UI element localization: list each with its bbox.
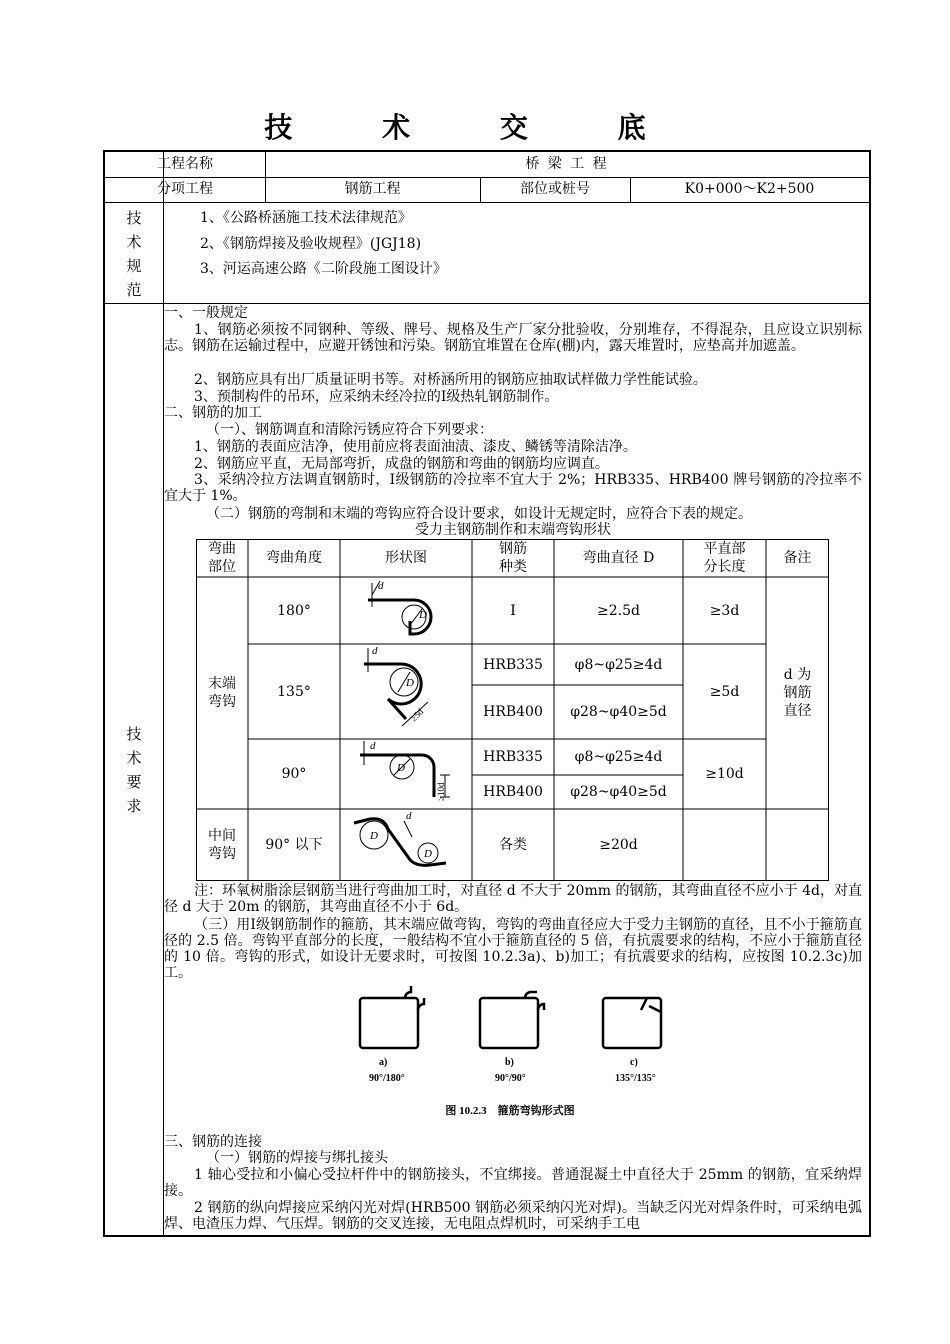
angle-135: 135° <box>277 683 311 700</box>
svg-text:D: D <box>406 677 414 689</box>
tech-spec-item: 2、《钢筋焊接及验收规程》(JGJ18) <box>200 236 422 252</box>
len-180: ≥3d <box>709 602 740 619</box>
svg-text:D: D <box>419 609 427 621</box>
table-note-paragraph: 注：环氧树脂涂层钢筋当进行弯曲加工时，对直径 d 不大于 20mm 的钢筋，其弯曲直径不应小于 4d，对直径 d 大于 20m 的钢筋，其弯曲直径不小于 6d。 <box>164 883 862 915</box>
type-135-a: HRB335 <box>483 656 543 673</box>
angle-180: 180° <box>277 602 311 619</box>
section-1-para-1: 1、钢筋必须按不同钢种、等级、牌号、规格及生产厂家分批验收，分别堆存，不得混杂，且应设立识别标志。钢筋在运输过程中，应避开锈蚀和污染。钢筋宜堆置在仓库(棚)内，露天堆置时，应垫高并加遮盖。 <box>164 322 862 354</box>
section-2-para-1: 1、钢筋的表面应洁净，使用前应将表面油渍、漆皮、鳞锈等清除洁净。 <box>194 439 637 455</box>
group-mid-hook: 中间 弯钩 <box>208 828 236 862</box>
project-name-value: 桥 梁 工 程 <box>525 156 609 172</box>
hook-mid-figure <box>340 809 472 881</box>
svg-text:d: d <box>378 580 384 592</box>
section-1-title: 一、一般规定 <box>164 305 248 321</box>
svg-text:d: d <box>406 810 412 822</box>
dia-mid: ≥20d <box>599 837 638 853</box>
hook-90-figure <box>340 739 472 809</box>
dia-90-b: φ28~φ40≥5d <box>570 784 667 800</box>
hook-135-figure <box>340 644 472 739</box>
type-90-b: HRB400 <box>483 784 543 800</box>
col-header: 弯曲直径 D <box>582 550 655 566</box>
len-90: ≥10d <box>705 766 744 782</box>
section-1-para-2: 2、钢筋应具有出厂质量证明书等。对桥涵所用的钢筋应抽取试样做力学性能试验。 <box>194 372 707 388</box>
stirrup-labels: a) 90°/180° b) 90°/90° c) 135°/135° <box>369 1057 656 1084</box>
type-90-a: HRB335 <box>483 749 543 765</box>
tech-spec-item: 3、河运高速公路《二阶段施工图设计》 <box>200 261 447 277</box>
section-2-sub-3: （三）用Ⅰ级钢筋制作的箍筋，其末端应做弯钩，弯钩的弯曲直径应大于受力主钢筋的直径，且不小于箍筋直径的 2.5 倍。弯钩平直部分的长度，一般结构不宜小于箍筋直径的 5 倍，有抗震要求的结构，不应小于箍筋直径的 10 倍。弯钩的形式，如设计无要求时，可按图 10.2.3a)、b)加工；有抗震要求的结构，应按图 10.2.3c)加工。 <box>164 917 862 981</box>
hook-table <box>196 539 829 881</box>
dia-135-b: φ28~φ40≥5d <box>570 704 667 720</box>
section-2-para-2: 2、钢筋应平直，无局部弯折，成盘的钢筋和弯曲的钢筋均应调直。 <box>194 456 609 472</box>
stirrup-hook-figure <box>345 988 745 1118</box>
section-2-sub-1: （一）、钢筋调直和清除污锈应符合下列要求： <box>206 422 493 438</box>
stirrup-caption: 图 10.2.3 箍筋弯钩形式图 <box>445 1105 575 1117</box>
section-3-para-2: 2 钢筋的纵向焊接应采纳闪光对焊(HRB500 钢筋必须采纳闪光对焊)。当缺乏闪光对焊条件时，可采纳电弧焊、电渣压力焊、气压焊。钢筋的交叉连接，无电阻点焊机时，可采纳手工电 <box>164 1200 862 1232</box>
sub-project-value: 钢筋工程 <box>344 181 401 197</box>
location-value: K0+000～K2+500 <box>684 181 815 197</box>
project-name-label: 工程名称 <box>157 156 213 172</box>
type-180: Ⅰ <box>510 602 516 619</box>
table-note: d 为 钢筋 直径 <box>783 667 812 719</box>
col-header: 平直部 分长度 <box>703 541 746 575</box>
col-header: 弯曲 部位 <box>208 541 236 575</box>
section-3-para-1: 1 轴心受拉和小偏心受拉杆件中的钢筋接头，不宜绑接。普通混凝土中直径大于 25mm 的钢筋，宜采纳焊接。 <box>164 1167 862 1199</box>
col-header: 弯曲角度 <box>266 550 322 566</box>
svg-text:≥5d: ≥5d <box>408 706 426 724</box>
section-3-sub-1: （一）钢筋的焊接与绑扎接头 <box>206 1150 388 1166</box>
tech-spec-item: 1、《公路桥涵施工技术法律规范》 <box>200 210 412 226</box>
angle-90: 90° <box>281 766 307 782</box>
section-2-para-3: 3、采纳冷拉方法调直钢筋时，Ⅰ级钢筋的冷拉率不宜大于 2%；HRB335、HRB400 牌号钢筋的冷拉率不宜大于 1%。 <box>164 472 862 504</box>
svg-text:D: D <box>397 762 405 774</box>
col-header: 钢筋 种类 <box>499 541 527 575</box>
svg-text:≥10d: ≥10d <box>436 782 446 801</box>
sub-project-label: 分项工程 <box>157 181 213 197</box>
dia-90-a: φ8~φ25≥4d <box>574 749 663 765</box>
len-135: ≥5d <box>709 683 740 700</box>
type-mid: 各类 <box>499 837 527 853</box>
hook-180-figure <box>340 577 472 644</box>
section-2-sub-2: （二）钢筋的弯制和末端的弯钩应符合设计要求，如设计无规定时，应符合下表的规定。 <box>206 506 752 522</box>
location-label: 部位或桩号 <box>520 181 590 197</box>
angle-mid: 90° 以下 <box>265 837 323 853</box>
section-1-para-3: 3、预制构件的吊环，应采纳未经冷拉的Ⅰ级热轧钢筋制作。 <box>194 389 559 405</box>
svg-text:d: d <box>372 645 378 657</box>
table-caption: 受力主钢筋制作和末端弯钩形状 <box>415 522 611 538</box>
svg-text:D: D <box>424 848 432 860</box>
svg-text:D: D <box>370 830 378 842</box>
section-2-title: 二、钢筋的加工 <box>164 405 262 421</box>
page-title: 技 术 交 底 <box>264 111 686 144</box>
col-header: 备注 <box>783 550 812 566</box>
dia-180: ≥2.5d <box>597 602 640 619</box>
svg-text:d: d <box>370 740 376 752</box>
tech-req-side-label: 技 术 要 求 <box>126 725 142 815</box>
section-3-title: 三、钢筋的连接 <box>164 1134 262 1150</box>
tech-spec-side-label: 技 术 规 范 <box>126 209 142 299</box>
type-135-b: HRB400 <box>483 704 543 720</box>
group-end-hook: 末端 弯钩 <box>208 676 236 710</box>
dia-135-a: φ8~φ25≥4d <box>574 656 663 673</box>
col-header: 形状图 <box>385 550 427 566</box>
